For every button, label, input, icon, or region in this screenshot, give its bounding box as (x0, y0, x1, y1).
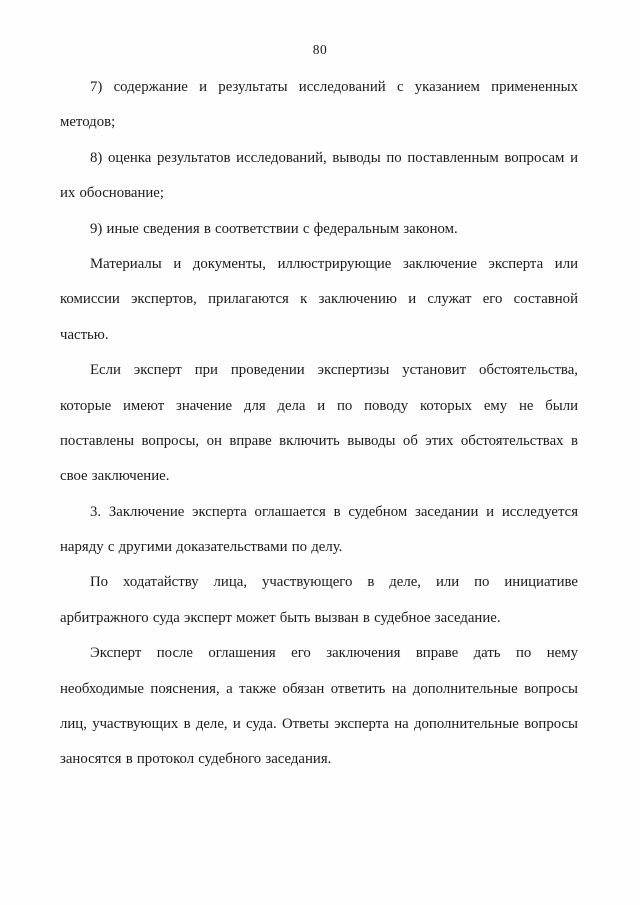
text-line: которые имеют значение для дела и по поводу которых ему не были (60, 397, 578, 414)
text-line: Если эксперт при проведении экспертизы установит обстоятельства, (90, 362, 578, 379)
text-line: свое заключение. (60, 468, 170, 485)
text-line: 3. Заключение эксперта оглашается в судебном заседании и исследуется (90, 503, 578, 520)
document-body (60, 70, 578, 778)
text-line: поставлены вопросы, он вправе включить выводы об этих обстоятельствах в (60, 432, 578, 449)
text-line: комиссии экспертов, прилагаются к заключению и служат его составной (60, 291, 578, 308)
text-line: 9) иные сведения в соответствии с федеральным законом. (90, 220, 458, 237)
text-line: 8) оценка результатов исследований, выводы по поставленным вопросам и (90, 149, 578, 166)
text-line: наряду с другими доказательствами по делу. (60, 539, 343, 556)
text-line: частью. (60, 326, 109, 343)
page-number: 80 (312, 42, 328, 57)
text-line: арбитражного суда эксперт может быть вызван в судебное заседание. (60, 609, 501, 626)
text-line: их обоснование; (60, 185, 164, 202)
text-line: По ходатайству лица, участвующего в деле, или по инициативе (90, 574, 578, 591)
text-line: необходимые пояснения, а также обязан ответить на дополнительные вопросы (60, 680, 578, 697)
text-line: Эксперт после оглашения его заключения вправе дать по нему (90, 645, 578, 662)
text-line: лиц, участвующих в деле, и суда. Ответы эксперта на дополнительные вопросы (60, 716, 578, 733)
text-line: заносятся в протокол судебного заседания. (60, 751, 332, 768)
text-line: Материалы и документы, иллюстрирующие заключение эксперта или (90, 255, 578, 272)
text-line: методов; (60, 114, 116, 131)
text-line: 7) содержание и результаты исследований с указанием примененных (90, 79, 578, 95)
